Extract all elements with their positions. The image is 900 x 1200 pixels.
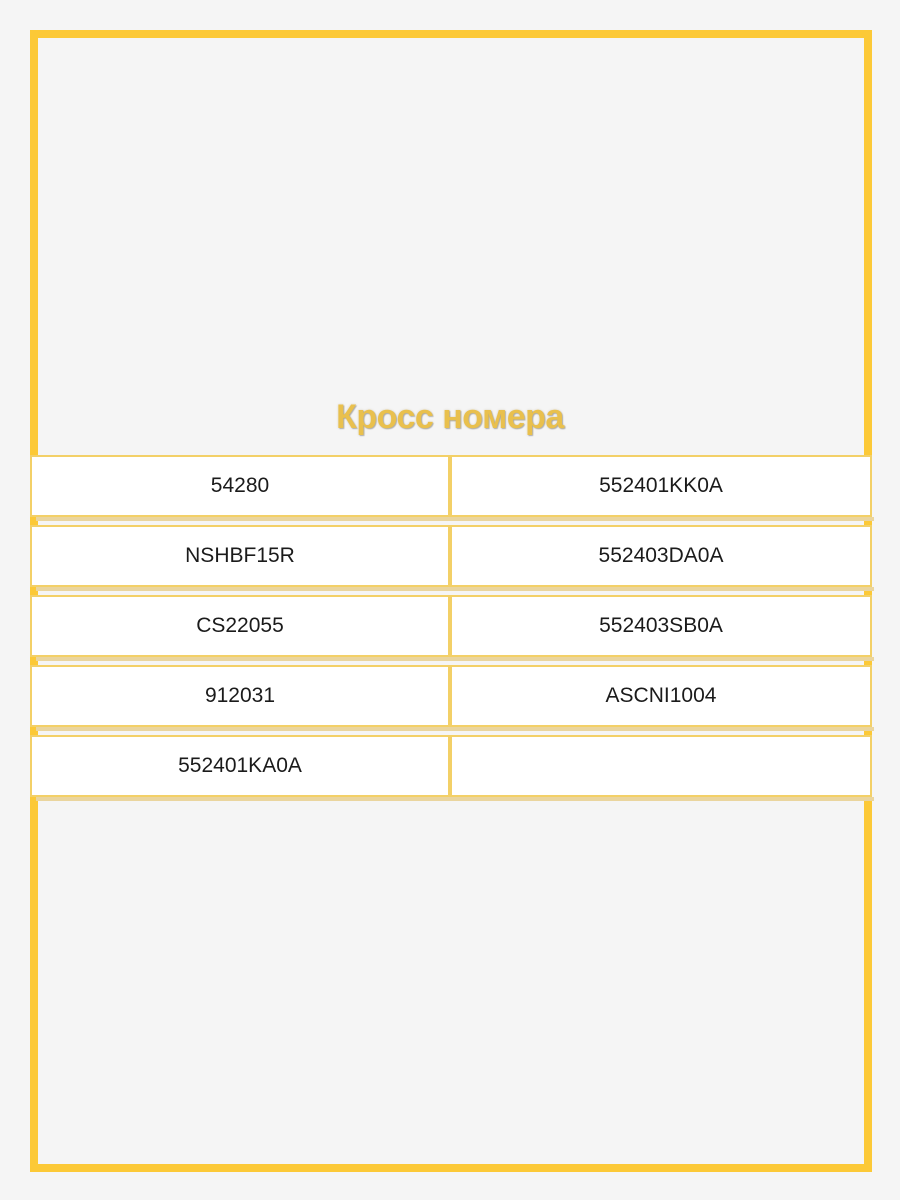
table-row — [30, 525, 872, 587]
table-row — [30, 735, 872, 797]
cross-numbers-table — [30, 455, 872, 805]
table-row — [30, 455, 872, 517]
table-cell: 54280 — [30, 455, 450, 517]
table-cell: 552401KA0A — [30, 735, 450, 797]
table-cell: NSHBF15R — [30, 525, 450, 587]
table-cell: CS22055 — [30, 595, 450, 657]
table-cell: 552403SB0A — [450, 595, 872, 657]
table-cell: 552403DA0A — [450, 525, 872, 587]
table-cell: 912031 — [30, 665, 450, 727]
table-cell: ASCNI1004 — [450, 665, 872, 727]
page-title: Кросс номера — [336, 398, 564, 436]
table-row — [30, 595, 872, 657]
table-row — [30, 665, 872, 727]
table-cell-empty — [450, 735, 872, 797]
table-cell: 552401KK0A — [450, 455, 872, 517]
